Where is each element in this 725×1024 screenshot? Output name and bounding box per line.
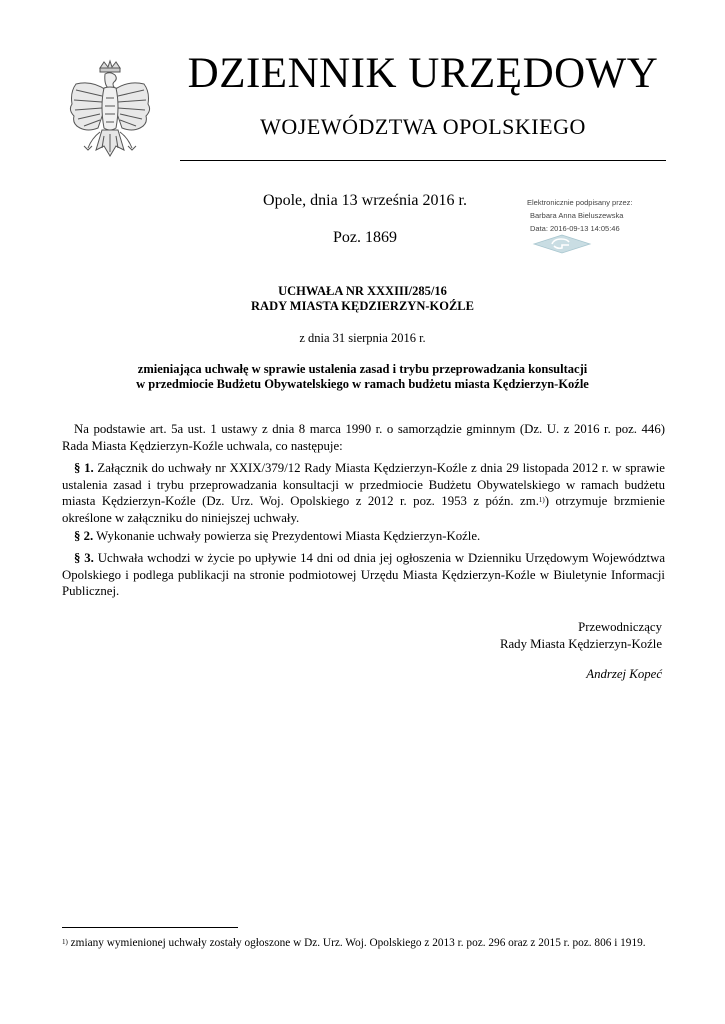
section-3-label: § 3. bbox=[74, 551, 94, 565]
section-1-text-end: ) otrzymuje brzmienie określone w załączniku do niniejszej uchwały. bbox=[62, 494, 665, 525]
journal-subtitle: WOJEWÓDZTWA OPOLSKIEGO bbox=[260, 114, 586, 139]
legal-basis-paragraph: Na podstawie art. 5a ust. 1 ustawy z dnia 8 marca 1990 r. o samorządzie gminnym (Dz. U. z 2016 r. poz. 446) Rada Miasta Kędzierzyn-Koźle uchwala, co następuje: bbox=[62, 422, 665, 453]
signature-date: Data: 2016-09-13 14:05:46 bbox=[530, 224, 620, 233]
section-3-paragraph bbox=[62, 550, 665, 600]
signature-signer: Barbara Anna Bieluszewska bbox=[530, 211, 624, 220]
signature-verified-icon bbox=[530, 233, 594, 255]
signatory-role: Przewodniczący bbox=[578, 620, 662, 634]
publication-date: Opole, dnia 13 września 2016 r. bbox=[263, 192, 467, 209]
section-1-label: § 1. bbox=[74, 461, 94, 475]
section-1-text: Załącznik do uchwały nr XXIX/379/12 Rady Miasta Kędzierzyn-Koźle z dnia 29 listopada 2012 r. w sprawie ustalenia zasad i trybu przeprowadzania konsultacji w przedmiocie Budżetu Obywatelskiego w ramach budżetu miasta Kędzierzyn-Koźle (Dz. Urz. Woj. Opolskiego z 2012 r. poz. 1953 z późn. zm. bbox=[62, 461, 665, 508]
resolution-subject-line-1: zmieniająca uchwałę w sprawie ustalenia zasad i trybu przeprowadzania konsultacji bbox=[137, 362, 588, 376]
resolution-date: z dnia 31 sierpnia 2016 r. bbox=[299, 331, 426, 345]
footnote-reference: 1) bbox=[538, 496, 545, 504]
resolution-council: RADY MIASTA KĘDZIERZYN-KOŹLE bbox=[251, 299, 474, 313]
signature-line-label: Elektronicznie podpisany przez: bbox=[527, 198, 633, 207]
signatory-name: Andrzej Kopeć bbox=[586, 667, 662, 681]
journal-title: DZIENNIK URZĘDOWY bbox=[187, 50, 659, 97]
section-3-text: Uchwała wchodzi w życie po upływie 14 dni od dnia jej ogłoszenia w Dzienniku Urzędowym Województwa Opolskiego i podlega publikacji na stronie podmiotowej Urzędu Miasta Kędzierzyn-Koźle w Biuletynie Informacji Publicznej. bbox=[62, 551, 666, 598]
resolution-number: UCHWAŁA NR XXXIII/285/16 bbox=[278, 284, 447, 298]
header-divider bbox=[180, 160, 666, 161]
footnote-text: zmiany wymienionej uchwały zostały ogłoszone w Dz. Urz. Woj. Opolskiego z 2013 r. poz. 296 oraz z 2015 r. poz. 806 i 1919. bbox=[70, 937, 646, 949]
signatory-organization: Rady Miasta Kędzierzyn-Koźle bbox=[499, 637, 662, 651]
publication-position: Poz. 1869 bbox=[333, 229, 397, 246]
footnote-marker: 1) bbox=[62, 938, 68, 946]
polish-eagle-emblem-icon bbox=[62, 58, 158, 168]
resolution-subject-line-2: w przedmiocie Budżetu Obywatelskiego w ramach budżetu miasta Kędzierzyn-Koźle bbox=[136, 377, 589, 391]
section-2-paragraph bbox=[62, 528, 665, 545]
footnote bbox=[62, 936, 674, 951]
section-2-text: Wykonanie uchwały powierza się Prezydentowi Miasta Kędzierzyn-Koźle. bbox=[96, 529, 481, 543]
electronic-signature-stamp bbox=[527, 196, 677, 258]
section-2-label: § 2. bbox=[74, 529, 94, 543]
section-1-paragraph bbox=[62, 460, 665, 526]
footnote-divider bbox=[62, 927, 238, 928]
